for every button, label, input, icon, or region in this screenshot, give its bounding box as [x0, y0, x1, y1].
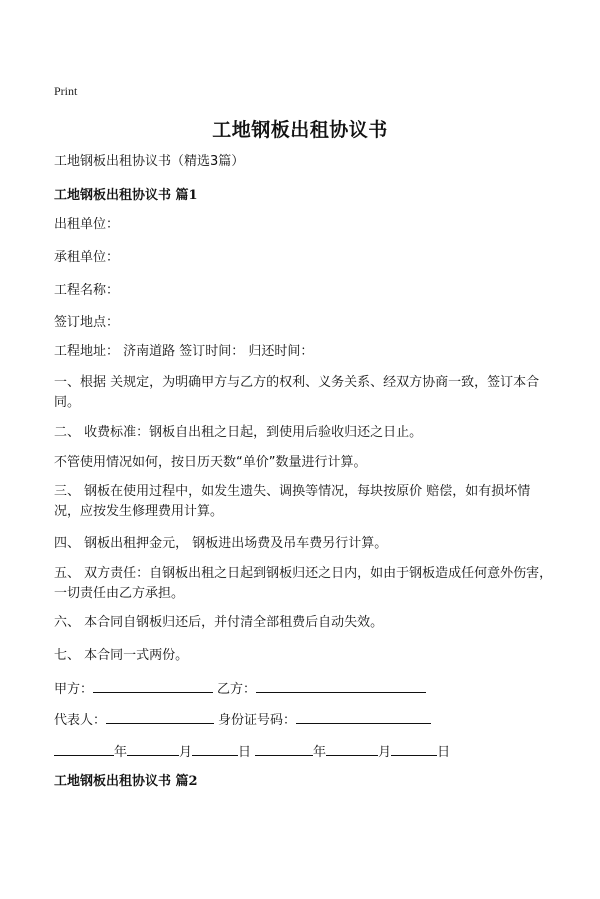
document-subtitle: 工地钢板出租协议书（精选3篇） — [54, 154, 245, 169]
day-1-blank — [192, 741, 238, 756]
party-a-blank — [93, 678, 213, 693]
month-2-label: 月 — [378, 745, 392, 760]
day-1-label: 日 — [238, 745, 252, 760]
project-address-field: 工程地址： 济南道路 签订时间： 归还时间： — [54, 344, 314, 359]
year-2-blank — [255, 741, 313, 756]
clause-4: 四、 钢板出租押金元， 钢板进出场费及吊车费另行计算。 — [54, 536, 388, 551]
date-row — [54, 741, 450, 763]
month-1-label: 月 — [179, 745, 193, 760]
year-1-label: 年 — [114, 745, 128, 760]
representative-label: 代表人： — [54, 713, 107, 728]
print-label: Print — [54, 84, 78, 98]
clause-7: 七、 本合同一式两份。 — [54, 648, 189, 663]
clause-2b: 不管使用情况如何，按日历天数“单价”数量进行计算。 — [54, 455, 367, 470]
document-title: 工地钢板出租协议书 — [212, 119, 388, 141]
party-signature-row — [54, 678, 426, 700]
signing-place-field: 签订地点： — [54, 315, 120, 330]
part1-heading: 工地钢板出租协议书 篇1 — [54, 188, 198, 203]
clause-3: 三、 钢板在使用过程中，如发生遗失、调换等情况，每块按原价 赔偿，如有损坏情况，应按发生修理费用计算。 — [54, 484, 531, 519]
day-2-label: 日 — [437, 745, 451, 760]
clause-6: 六、 本合同自钢板归还后，并付清全部租费后自动失效。 — [54, 615, 384, 630]
party-b-label: 乙方： — [217, 682, 257, 697]
year-2-label: 年 — [313, 745, 327, 760]
representative-blank — [106, 709, 214, 724]
party-a-label: 甲方： — [54, 682, 94, 697]
day-2-blank — [391, 741, 437, 756]
lessor-field: 出租单位： — [54, 217, 120, 232]
month-2-blank — [326, 741, 378, 756]
party-b-blank — [256, 678, 426, 693]
clause-2: 二、 收费标准：钢板自出租之日起，到使用后验收归还之日止。 — [54, 425, 423, 440]
month-1-blank — [127, 741, 179, 756]
clause-5: 五、 双方责任：自钢板出租之日起到钢板归还之日内，如由于钢板造成任何意外伤害，一切责任由乙方承担。 — [54, 566, 553, 601]
representative-row — [54, 709, 431, 731]
id-number-blank — [296, 709, 431, 724]
clause-1: 一、根据 关规定，为明确甲方与乙方的权利、义务关系、经双方协商一致，签订本合同。 — [54, 375, 540, 410]
year-1-blank — [54, 741, 114, 756]
lessee-field: 承租单位： — [54, 250, 120, 265]
project-name-field: 工程名称： — [54, 283, 120, 298]
part2-heading: 工地钢板出租协议书 篇2 — [54, 774, 198, 789]
id-number-label: 身份证号码： — [218, 713, 297, 728]
